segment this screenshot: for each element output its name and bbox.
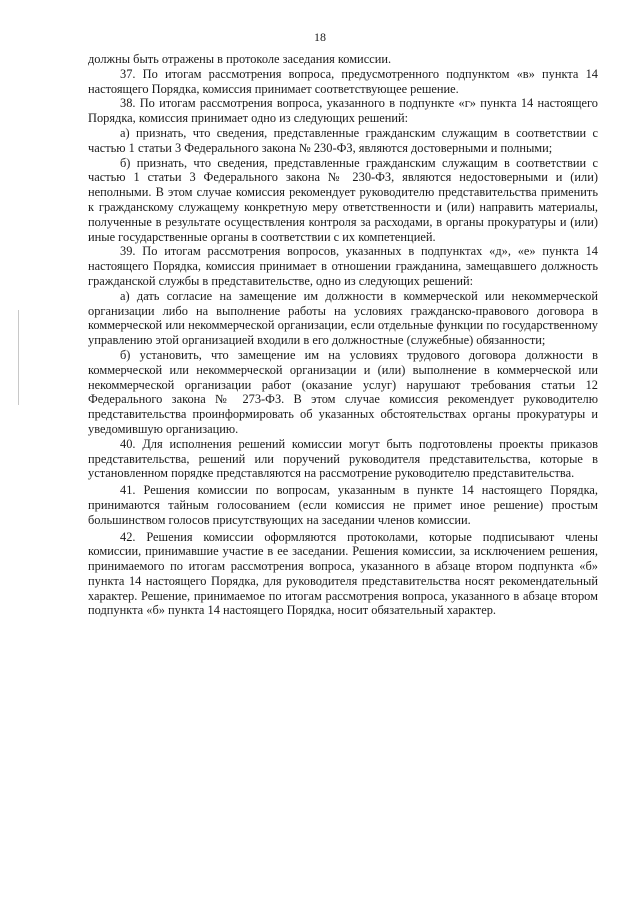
paragraph-37: 37. По итогам рассмотрения вопроса, предусмотренного подпунктом «в» пункта 14 настоящего Порядка, комиссия принимает соответствующее решение.	[88, 66, 598, 96]
document-body	[88, 52, 598, 618]
paragraph-40: 40. Для исполнения решений комиссии могут быть подготовлены проекты приказов представительства, решений или поручений руководителя представительства, которые в установленном порядке представляются на рассмотрение руководителю представительства.	[88, 436, 598, 481]
paragraph-39-b: б) установить, что замещение им на условиях трудового договора должности в коммерческой или некоммерческой организации и (или) выполнение в коммерческой или некоммерческой организации работ (оказание услуг) нарушают требования статьи 12 Федерального закона № 273-ФЗ. В этом случае комиссия рекомендует руководителю представительства проинформировать об указанных обстоятельствах органы прокуратуры и уведомившую организацию.	[88, 347, 598, 436]
paragraph-39-a: а) дать согласие на замещение им должности в коммерческой или некоммерческой организации либо на выполнение работы на условиях гражданско-правового договора в коммерческой или некоммерческой организации, если отдельные функции по государственному управлению этой организацией входили в его должностные (служебные) обязанности;	[88, 288, 598, 348]
margin-mark	[18, 310, 19, 405]
paragraph-38-b: б) признать, что сведения, представленные гражданским служащим в соответствии с частью 1 статьи 3 Федерального закона № 230-ФЗ, являются недостоверными и (или) неполными. В этом случае комиссия рекомендует руководителю представительства применить к гражданскому служащему конкретную меру ответственности и (или) направить материалы, полученные в результате осуществления контроля за расходами, в органы прокуратуры и (или) иные государственные органы в соответствии с их компетенцией.	[88, 155, 598, 244]
paragraph-42: 42. Решения комиссии оформляются протоколами, которые подписывают члены комиссии, принимавшие участие в ее заседании. Решения комиссии, за исключением решения, принимаемого по итогам рассмотрения вопроса, указанного в абзаце втором подпункта «б» пункта 14 настоящего Порядка, для руководителя представительства носят рекомендательный характер. Решение, принимаемое по итогам рассмотрения вопроса, указанного в абзаце втором подпункта «б» пункта 14 настоящего Порядка, носит обязательный характер.	[88, 529, 598, 618]
paragraph-continuation: должны быть отражены в протоколе заседания комиссии.	[88, 52, 392, 66]
paragraph-41: 41. Решения комиссии по вопросам, указанным в пункте 14 настоящего Порядка, принимаются тайным голосованием (если комиссия не примет иное решение) простым большинством голосов присутствующих на заседании членов комиссии.	[88, 483, 598, 527]
page-number: 18	[314, 30, 326, 44]
paragraph-38-a: а) признать, что сведения, представленные гражданским служащим в соответствии с частью 1 статьи 3 Федерального закона № 230-ФЗ, являются достоверными и полными;	[88, 125, 598, 155]
paragraph-39: 39. По итогам рассмотрения вопросов, указанных в подпунктах «д», «е» пункта 14 настоящего Порядка, комиссия принимает в отношении гражданина, замещавшего должность гражданской службы в представительстве, одно из следующих решений:	[88, 244, 598, 288]
paragraph-38: 38. По итогам рассмотрения вопроса, указанного в подпункте «г» пункта 14 настоящего Порядка, комиссия принимает одно из следующих решений:	[88, 96, 598, 126]
